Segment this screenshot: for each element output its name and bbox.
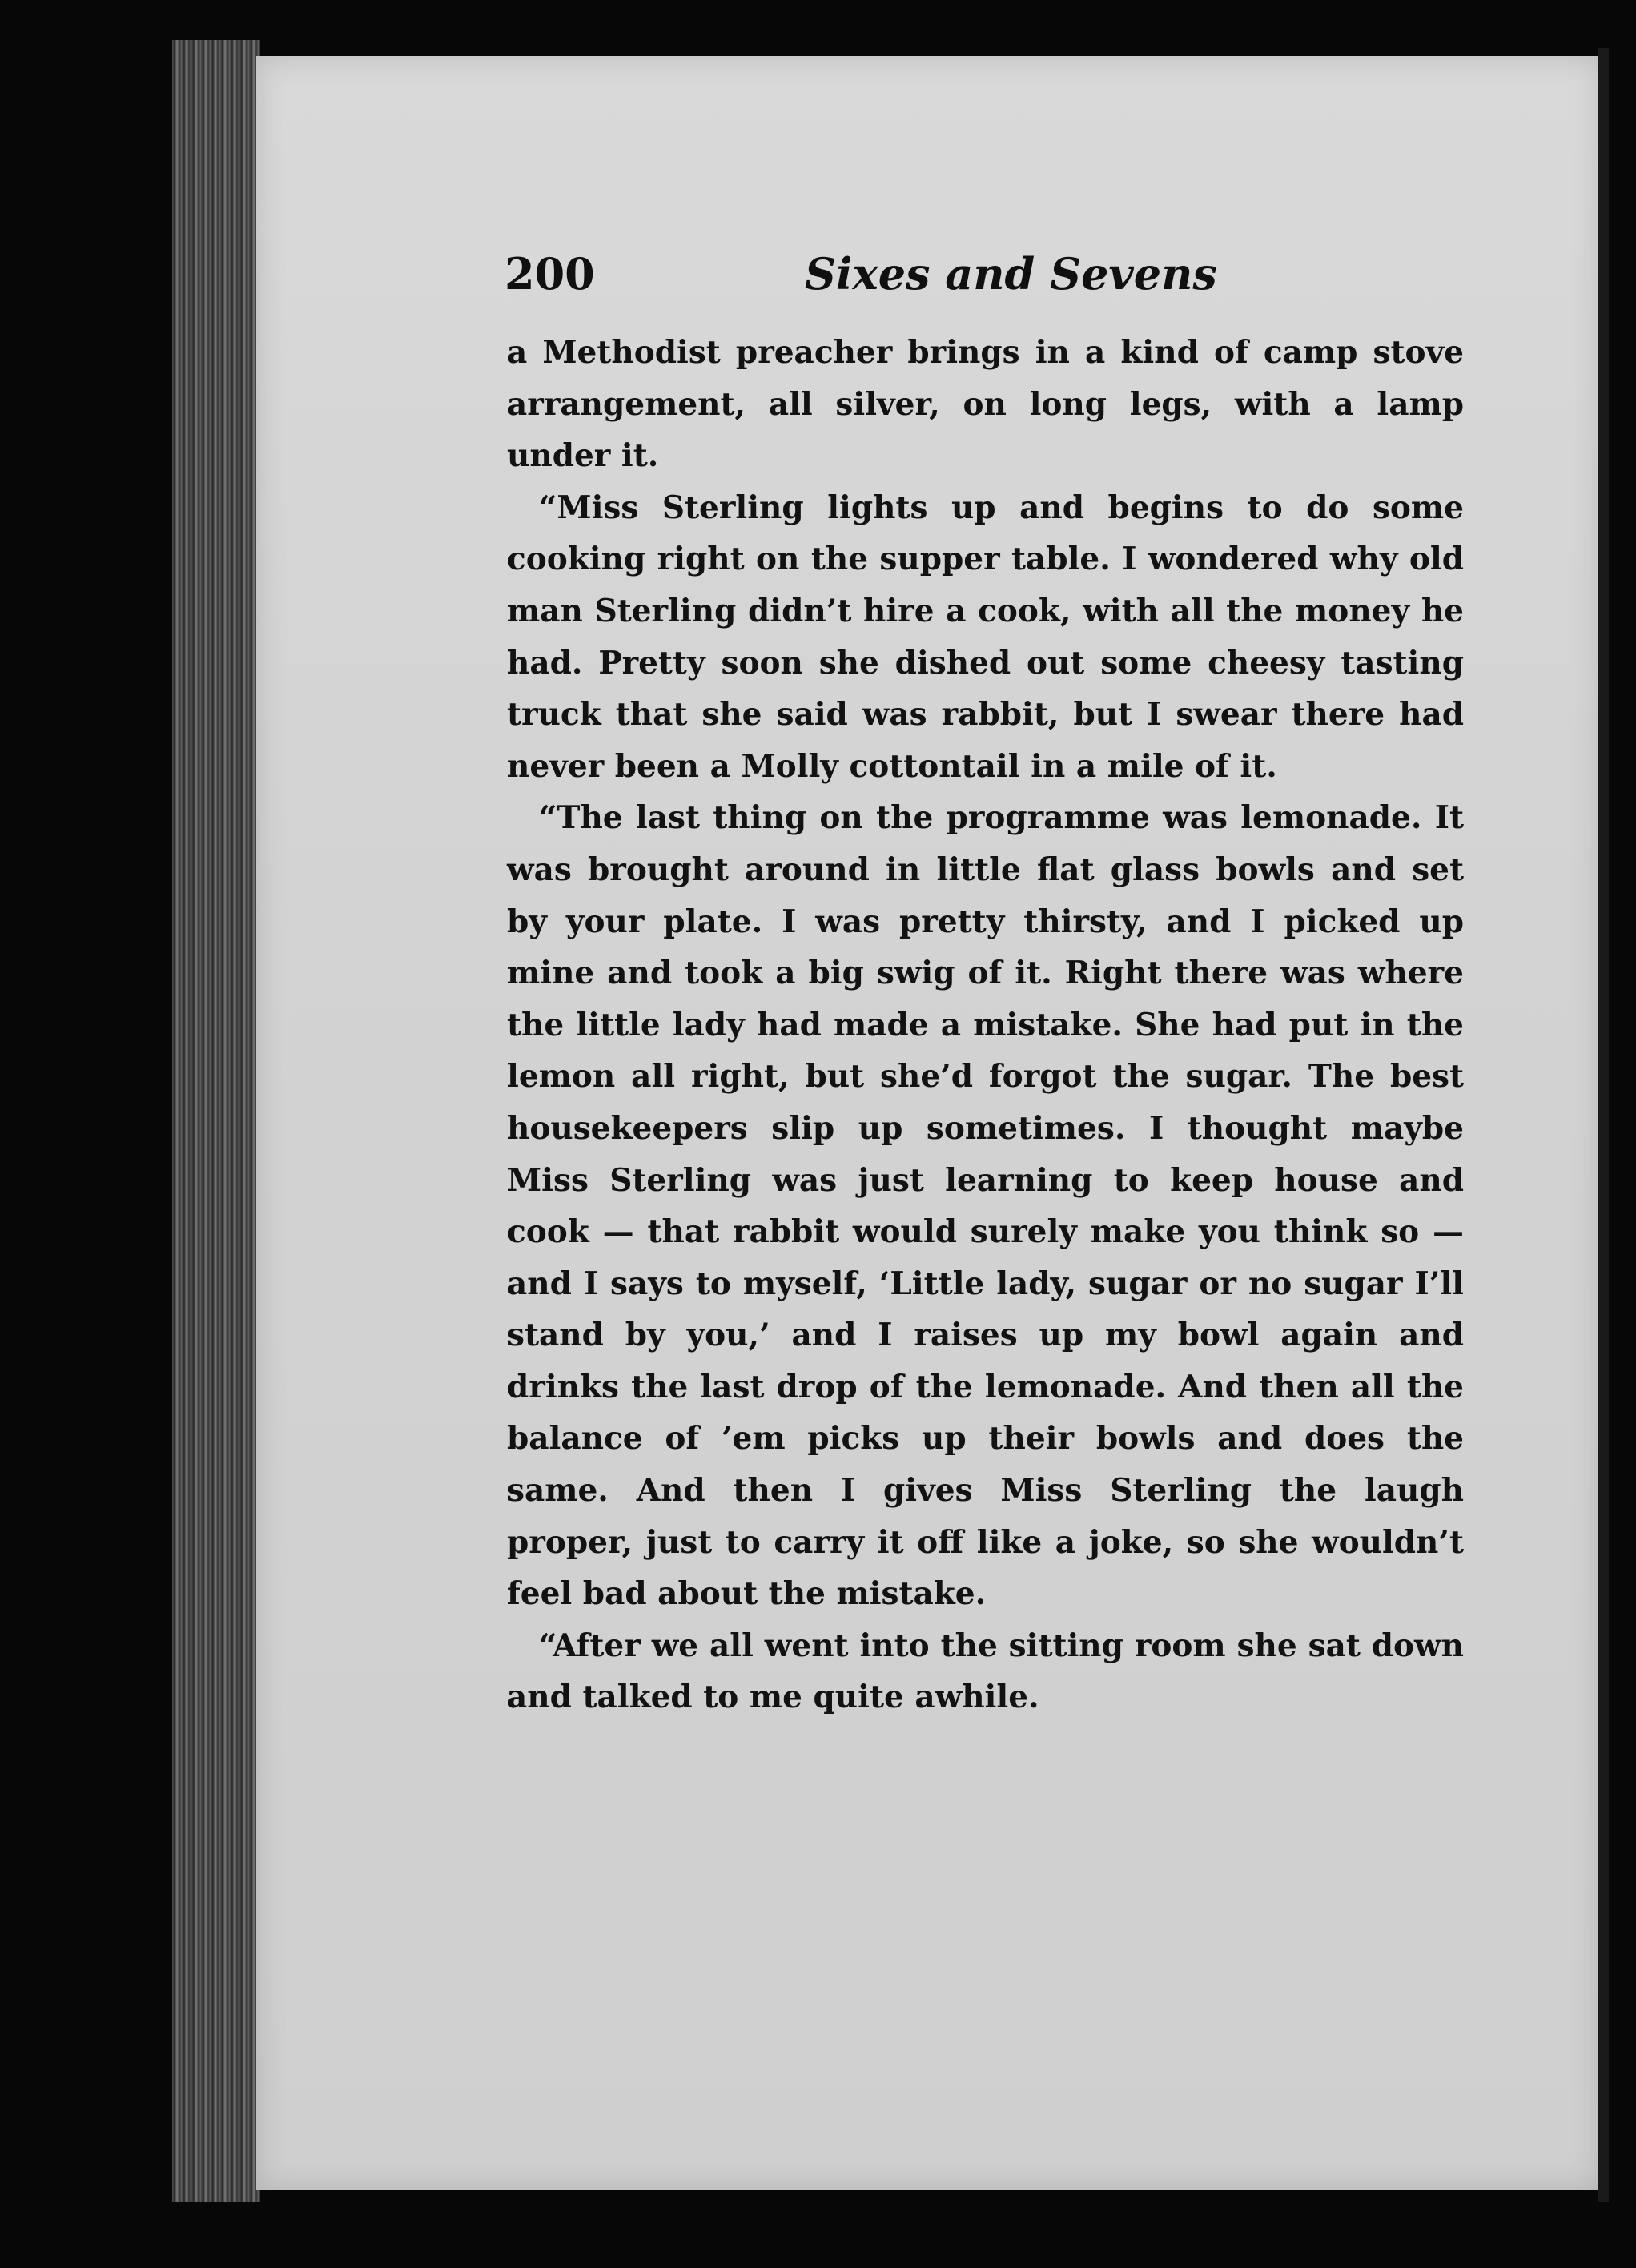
paragraph: a Methodist preacher brings in a kind of camp stove arrangement, all silver, on long legs, with a lamp under it.: [507, 334, 1464, 475]
book-edge: [172, 40, 260, 2202]
paragraph: “Miss Sterling lights up and begins to do some cooking right on the supper table. I wondered why old man Sterling didn’t hire a cook, with all the money he had. Pretty soon she dished out some cheesy tasting truck that she said was rabbit, but I swear there had never been a Molly cottontail in a mile of it.: [507, 489, 1464, 785]
page-number: 200: [504, 248, 595, 300]
body-text: [507, 327, 1464, 1723]
right-edge: [1598, 48, 1609, 2202]
paragraph: “After we all went into the sitting room she sat down and talked to me quite awhile.: [507, 1627, 1464, 1716]
running-head: [504, 248, 1481, 304]
paragraph: “The last thing on the programme was lemonade. It was brought around in little flat glass bowls and set by your plate. I was pretty thirsty, and I picked up mine and took a big swig of it. Right there was where the little lady had made a mistake. She had put in the lemon all right, but she’d forgot the sugar. The best housekeepers slip up sometimes. I thought maybe Miss Sterling was just learning to keep house and cook — that rabbit would surely make you think so — and I says to myself, ‘Little lady, sugar or no sugar I’ll stand by you,’ and I raises up my bowl again and drinks the last drop of the lemonade. And then all the balance of ’em picks up their bowls and does the same. And then I gives Miss Sterling the laugh proper, just to carry it off like a joke, so she wouldn’t feel bad about the mistake.: [507, 799, 1464, 1613]
book-title: Sixes and Sevens: [805, 248, 1217, 300]
